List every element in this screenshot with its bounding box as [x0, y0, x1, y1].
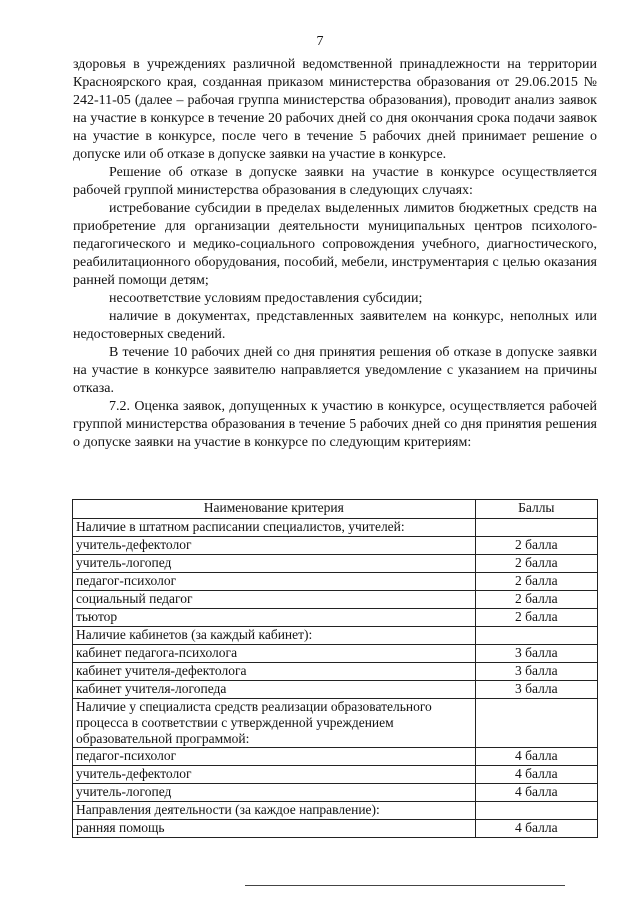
criterion-points: 4 балла [475, 784, 597, 802]
criterion-name: учитель-логопед [73, 784, 476, 802]
criterion-name: кабинет педагога-психолога [73, 645, 476, 663]
criterion-name: учитель-дефектолог [73, 766, 476, 784]
criterion-points: 2 балла [475, 555, 597, 573]
criterion-points: 4 балла [475, 748, 597, 766]
table-row [73, 645, 598, 663]
table-row [73, 627, 598, 645]
criterion-name: Наличие кабинетов (за каждый кабинет): [73, 627, 476, 645]
criterion-name: учитель-дефектолог [73, 537, 476, 555]
criterion-points: 4 балла [475, 766, 597, 784]
criterion-points: 2 балла [475, 609, 597, 627]
criterion-name: Направления деятельности (за каждое направление): [73, 802, 476, 820]
page-number: 7 [316, 34, 324, 49]
criterion-points: 2 балла [475, 573, 597, 591]
criterion-points [475, 519, 597, 537]
table-row [73, 573, 598, 591]
criterion-name: ранняя помощь [73, 820, 476, 838]
table-row [73, 663, 598, 681]
criterion-points [475, 802, 597, 820]
criteria-table [72, 499, 598, 838]
criterion-name: социальный педагог [73, 591, 476, 609]
criterion-name: учитель-логопед [73, 555, 476, 573]
criterion-points: 3 балла [475, 645, 597, 663]
table-row [73, 748, 598, 766]
table-row [73, 681, 598, 699]
criterion-points: 4 балла [475, 820, 597, 838]
paragraph: несоответствие условиям предоставления субсидии; [109, 291, 423, 306]
table-row [73, 519, 598, 537]
table-row [73, 802, 598, 820]
criterion-name: тьютор [73, 609, 476, 627]
paragraph: 7.2. Оценка заявок, допущенных к участию в конкурсе, осуществляется рабочей группой министерства образования в течение 5 рабочих дней со дня принятия решения о допуске заявки на участие в конкурсе по следующим критериям: [73, 399, 597, 450]
criterion-points: 3 балла [475, 663, 597, 681]
table-row [73, 609, 598, 627]
criterion-points: 2 балла [475, 591, 597, 609]
table-header-row [73, 500, 598, 519]
table-row [73, 591, 598, 609]
criterion-points: 2 балла [475, 537, 597, 555]
column-header-points: Баллы [475, 500, 597, 519]
table-row [73, 784, 598, 802]
footer-divider [245, 885, 565, 886]
criterion-points: 3 балла [475, 681, 597, 699]
paragraph: Решение об отказе в допуске заявки на участие в конкурсе осуществляется рабочей группой министерства образования в следующих случаях: [73, 165, 597, 198]
paragraph: наличие в документах, представленных заявителем на конкурс, неполных или недостоверных сведений. [73, 309, 597, 342]
criterion-name: педагог-психолог [73, 748, 476, 766]
criterion-name: кабинет учителя-логопеда [73, 681, 476, 699]
paragraph: В течение 10 рабочих дней со дня принятия решения об отказе в допуске заявки на участие в конкурсе заявителю направляется уведомление с указанием на причины отказа. [73, 345, 597, 396]
table-row [73, 699, 598, 748]
paragraph: здоровья в учреждениях различной ведомственной принадлежности на территории Красноярского края, созданная приказом министерства образования от 29.06.2015 № 242-11-05 (далее – рабочая группа министерства образования), проводит анализ заявок на участие в конкурсе в течение 20 рабочих дней со дня окончания срока подачи заявок на участие в конкурсе, после чего в течение 5 рабочих дней принимает решение о допуске или об отказе в допуске заявки на участие в конкурсе. [73, 57, 597, 162]
table-row [73, 766, 598, 784]
criterion-name: кабинет учителя-дефектолога [73, 663, 476, 681]
column-header-criterion: Наименование критерия [73, 500, 476, 519]
criterion-points [475, 699, 597, 748]
criterion-name: Наличие у специалиста средств реализации образовательного процесса в соответствии с утвержденной учреждением образовательной программой: [73, 699, 476, 748]
table-row [73, 537, 598, 555]
document-body [73, 56, 597, 452]
criterion-name: педагог-психолог [73, 573, 476, 591]
table-row [73, 820, 598, 838]
paragraph: истребование субсидии в пределах выделенных лимитов бюджетных средств на приобретение для организации деятельности муниципальных центров психолого-педагогического и медико-социального сопровождения учебного, диагностического, реабилитационного оборудования, пособий, мебели, инструментария с целью оказания ранней помощи детям; [73, 201, 597, 288]
criterion-name: Наличие в штатном расписании специалистов, учителей: [73, 519, 476, 537]
criterion-points [475, 627, 597, 645]
table-row [73, 555, 598, 573]
